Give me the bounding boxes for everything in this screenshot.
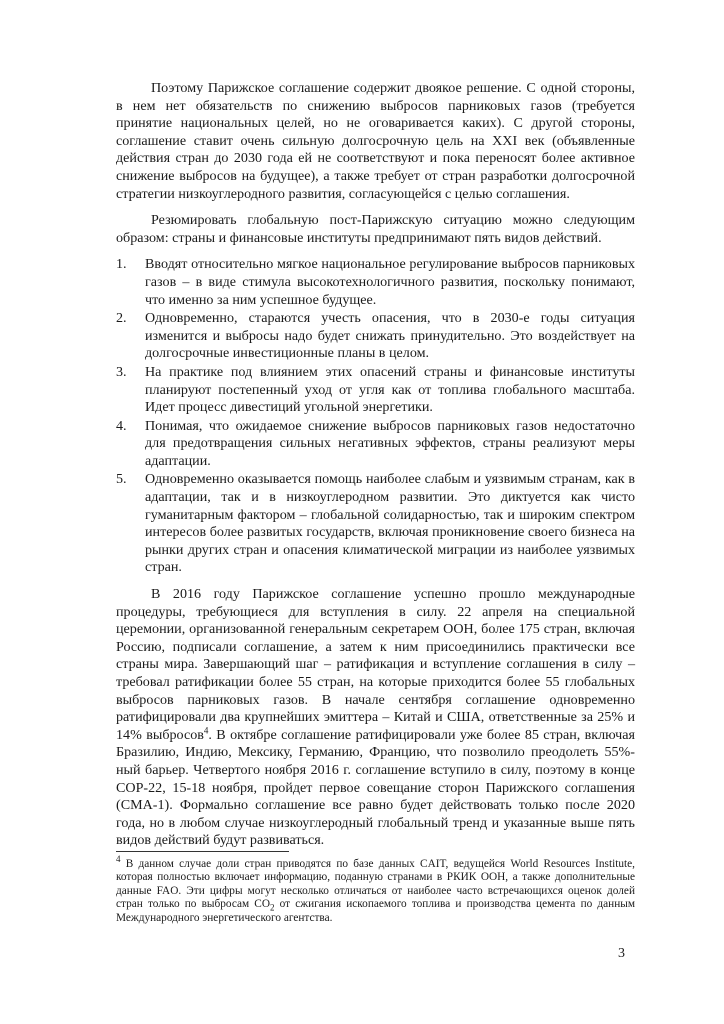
list-item-text: Понимая, что ожидаемое снижение выбросов парниковых газов недостаточно для предотвращения сильных негативных эффектов, страны реализуют меры адаптации.	[145, 417, 635, 469]
paragraph-text: В 2016 году Парижское соглашение успешно прошло международные процедуры, требующиеся для вступления в силу. 22 апреля на специальной церемонии, организованной генеральным секретарем ООН, более 175 стран, включая Россию, подписали соглашение, а затем к ним присоединились практически все страны мира. Завершающий шаг – ратификация и вступление соглашения в силу – требовал ратификации более 55 стран, на которые приходится более 55 глобальных выбросов парниковых газов. В начале сентября соглашение одновременно ратифицировали два крупнейших эмиттера – Китай и США, ответственные за 25% и 14% выбросов	[116, 586, 635, 743]
list-item	[116, 310, 635, 363]
page-number: 3	[618, 946, 625, 961]
list-item-text: Одновременно, стараются учесть опасения, что в 2030-е годы ситуация изменится и выбросы надо будет снижать принудительно. Это воздействует на долгосрочные инвестиционные планы в целом.	[145, 310, 635, 362]
paragraph-paris-agreement-dual-solution: Поэтому Парижское соглашение содержит двоякое решение. С одной стороны, в нем нет обязательств по снижению выбросов парниковых газов (требуется принятие национальных целей, но не оговаривается каких). С другой стороны, соглашение ставит очень сильную долгосрочную цель на XXI век (объявленные действия стран до 2030 года ей не соответствуют и пока переносят более активное снижение выбросов на будущее), а также требует от стран разработки долгосрочной стратегии низкоуглеродного развития, согласующейся с целью соглашения.	[116, 80, 635, 202]
footnote-text: В данном случае доли стран приводятся по базе данных CAIT, ведущейся World Resources Institute, которая полностью включает информацию, поданную странами в РКИК ООН, а также дополнительные данные FAO. Эти цифры могут несколько отличаться от наиболее часто встречающихся оценок долей стран только по выбросам CO	[116, 858, 635, 911]
list-item-text: Одновременно оказывается помощь наиболее слабым и уязвимым странам, как в адаптации, так и в низкоуглеродном развитии. Это диктуется как чисто гуманитарным фактором – глобальной солидарностью, так и широким спектром интересов более развитых государств, включая проникновение своего бизнеса на рынки других стран и опасения климатической миграции из наиболее уязвимых стран.	[145, 471, 635, 576]
footnote-separator	[116, 851, 289, 852]
list-item-text: Вводят относительно мягкое национальное регулирование выбросов парниковых газов – в виде стимула высокотехнологичного развития, поскольку понимают, что именно за ним успешное будущее.	[145, 256, 635, 308]
body-text	[116, 80, 635, 859]
list-item-text: На практике под влиянием этих опасений страны и финансовые институты планируют постепенный уход от угля как от топлива глобального масштаба. Идет процесс дивестиций угольной энергетики.	[145, 363, 635, 416]
footnote-mark: 4	[116, 854, 121, 865]
list-item	[116, 471, 635, 577]
list-item	[116, 418, 635, 471]
paragraph-post-paris-summary: Резюмировать глобальную пост-Парижскую ситуацию можно следующим образом: страны и финансовые институты предпринимают пять видов действий.	[116, 212, 635, 246]
list-item	[116, 364, 635, 417]
footnote-subscript: 2	[270, 902, 275, 913]
paragraph-text: . В октябре соглашение ратифицировали уже более 85 стран, включая Бразилию, Индию, Мексику, Германию, Францию, что позволило преодолеть 55%-ный барьер. Четвертого ноября 2016 г. соглашение вступило в силу, поэтому в конце COP-22, 15-18 ноября, пройдет первое совещание сторон Парижского соглашения (CMA-1). Формально соглашение все равно будет действовать только после 2020 года, но в любом случае низкоуглеродный глобальный тренд и указанные выше пять видов действий будут развиваться.	[116, 726, 635, 849]
list-item-number: 4.	[116, 417, 127, 434]
paragraph-ratification-2016	[116, 586, 635, 850]
footnote-reference[interactable]: 4	[203, 725, 209, 736]
list-item	[116, 256, 635, 309]
footnote-text: от сжигания ископаемого топлива и производства цемента по данным Международного энергетического агентства.	[116, 898, 636, 924]
list-item-number: 1.	[116, 256, 127, 273]
footnote	[116, 854, 636, 925]
list-item-number: 3.	[116, 363, 127, 380]
list-item-number: 5.	[116, 471, 127, 488]
list-item-number: 2.	[116, 310, 127, 327]
actions-list	[116, 256, 635, 577]
